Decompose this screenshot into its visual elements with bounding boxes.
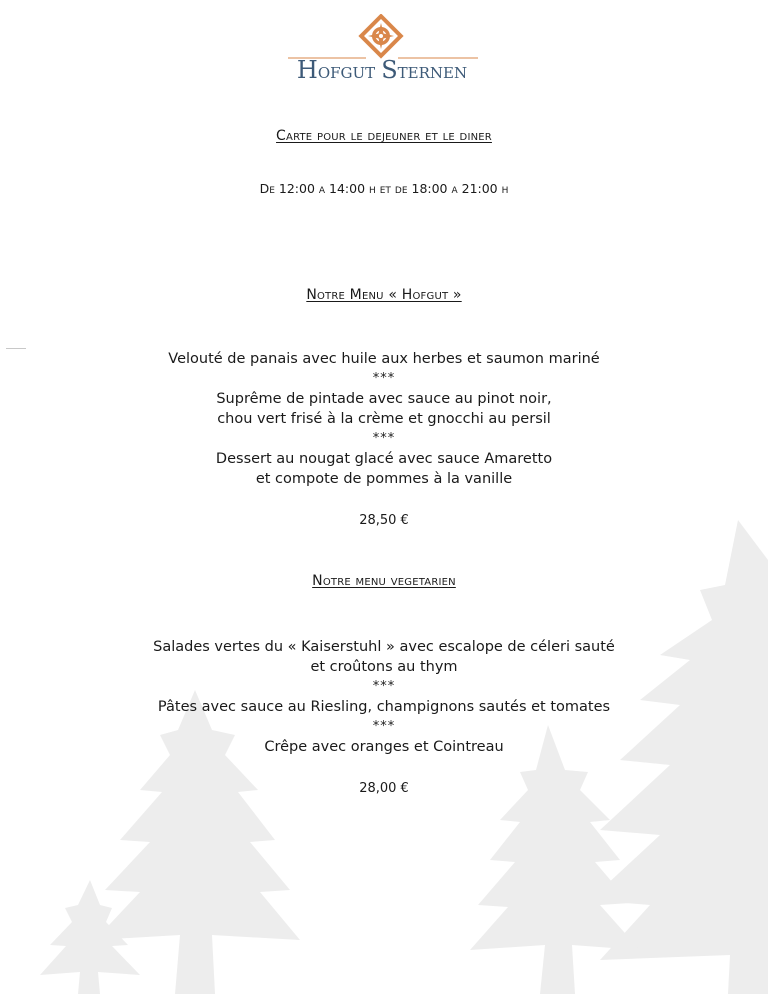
course-line: Velouté de panais avec huile aux herbes et saumon mariné: [168, 351, 600, 367]
menu-vegetarien-courses: [0, 637, 768, 757]
course-line: Pâtes avec sauce au Riesling, champignons sautés et tomates: [157, 699, 611, 715]
menu-vegetarien-heading: Notre menu vegetarien: [312, 573, 456, 589]
course-line: chou vert frisé à la crème et gnocchi au persil: [217, 411, 551, 427]
svg-text:HOFGUTSTERNEN: HOFGUT STERNEN: [296, 56, 468, 84]
course-line: Salades vertes du « Kaiserstuhl » avec escalope de céleri sauté: [153, 639, 615, 655]
menu-hofgut-courses: [0, 349, 768, 489]
course-separator: ***: [372, 679, 396, 694]
menu-vegetarien-price: 28,00 €: [359, 781, 409, 796]
course-line: et croûtons au thym: [310, 659, 458, 675]
course-separator: ***: [372, 371, 396, 386]
menu-hofgut-heading: Notre Menu « Hofgut »: [306, 287, 462, 303]
course-line: Dessert au nougat glacé avec sauce Amaretto: [215, 451, 553, 467]
course-separator: ***: [372, 719, 396, 734]
course-separator: ***: [372, 431, 396, 446]
opening-hours: De 12:00 a 14:00 h et de 18:00 a 21:00 h: [259, 181, 509, 196]
hofgut-sternen-logo: [280, 14, 485, 84]
course-line: Suprême de pintade avec sauce au pinot noir,: [216, 391, 552, 407]
course-line: Crêpe avec oranges et Cointreau: [264, 739, 504, 755]
course-line: et compote de pommes à la vanille: [255, 471, 513, 487]
menu-hofgut-price: 28,50 €: [359, 513, 409, 528]
page-title: Carte pour le dejeuner et le diner: [276, 128, 492, 144]
